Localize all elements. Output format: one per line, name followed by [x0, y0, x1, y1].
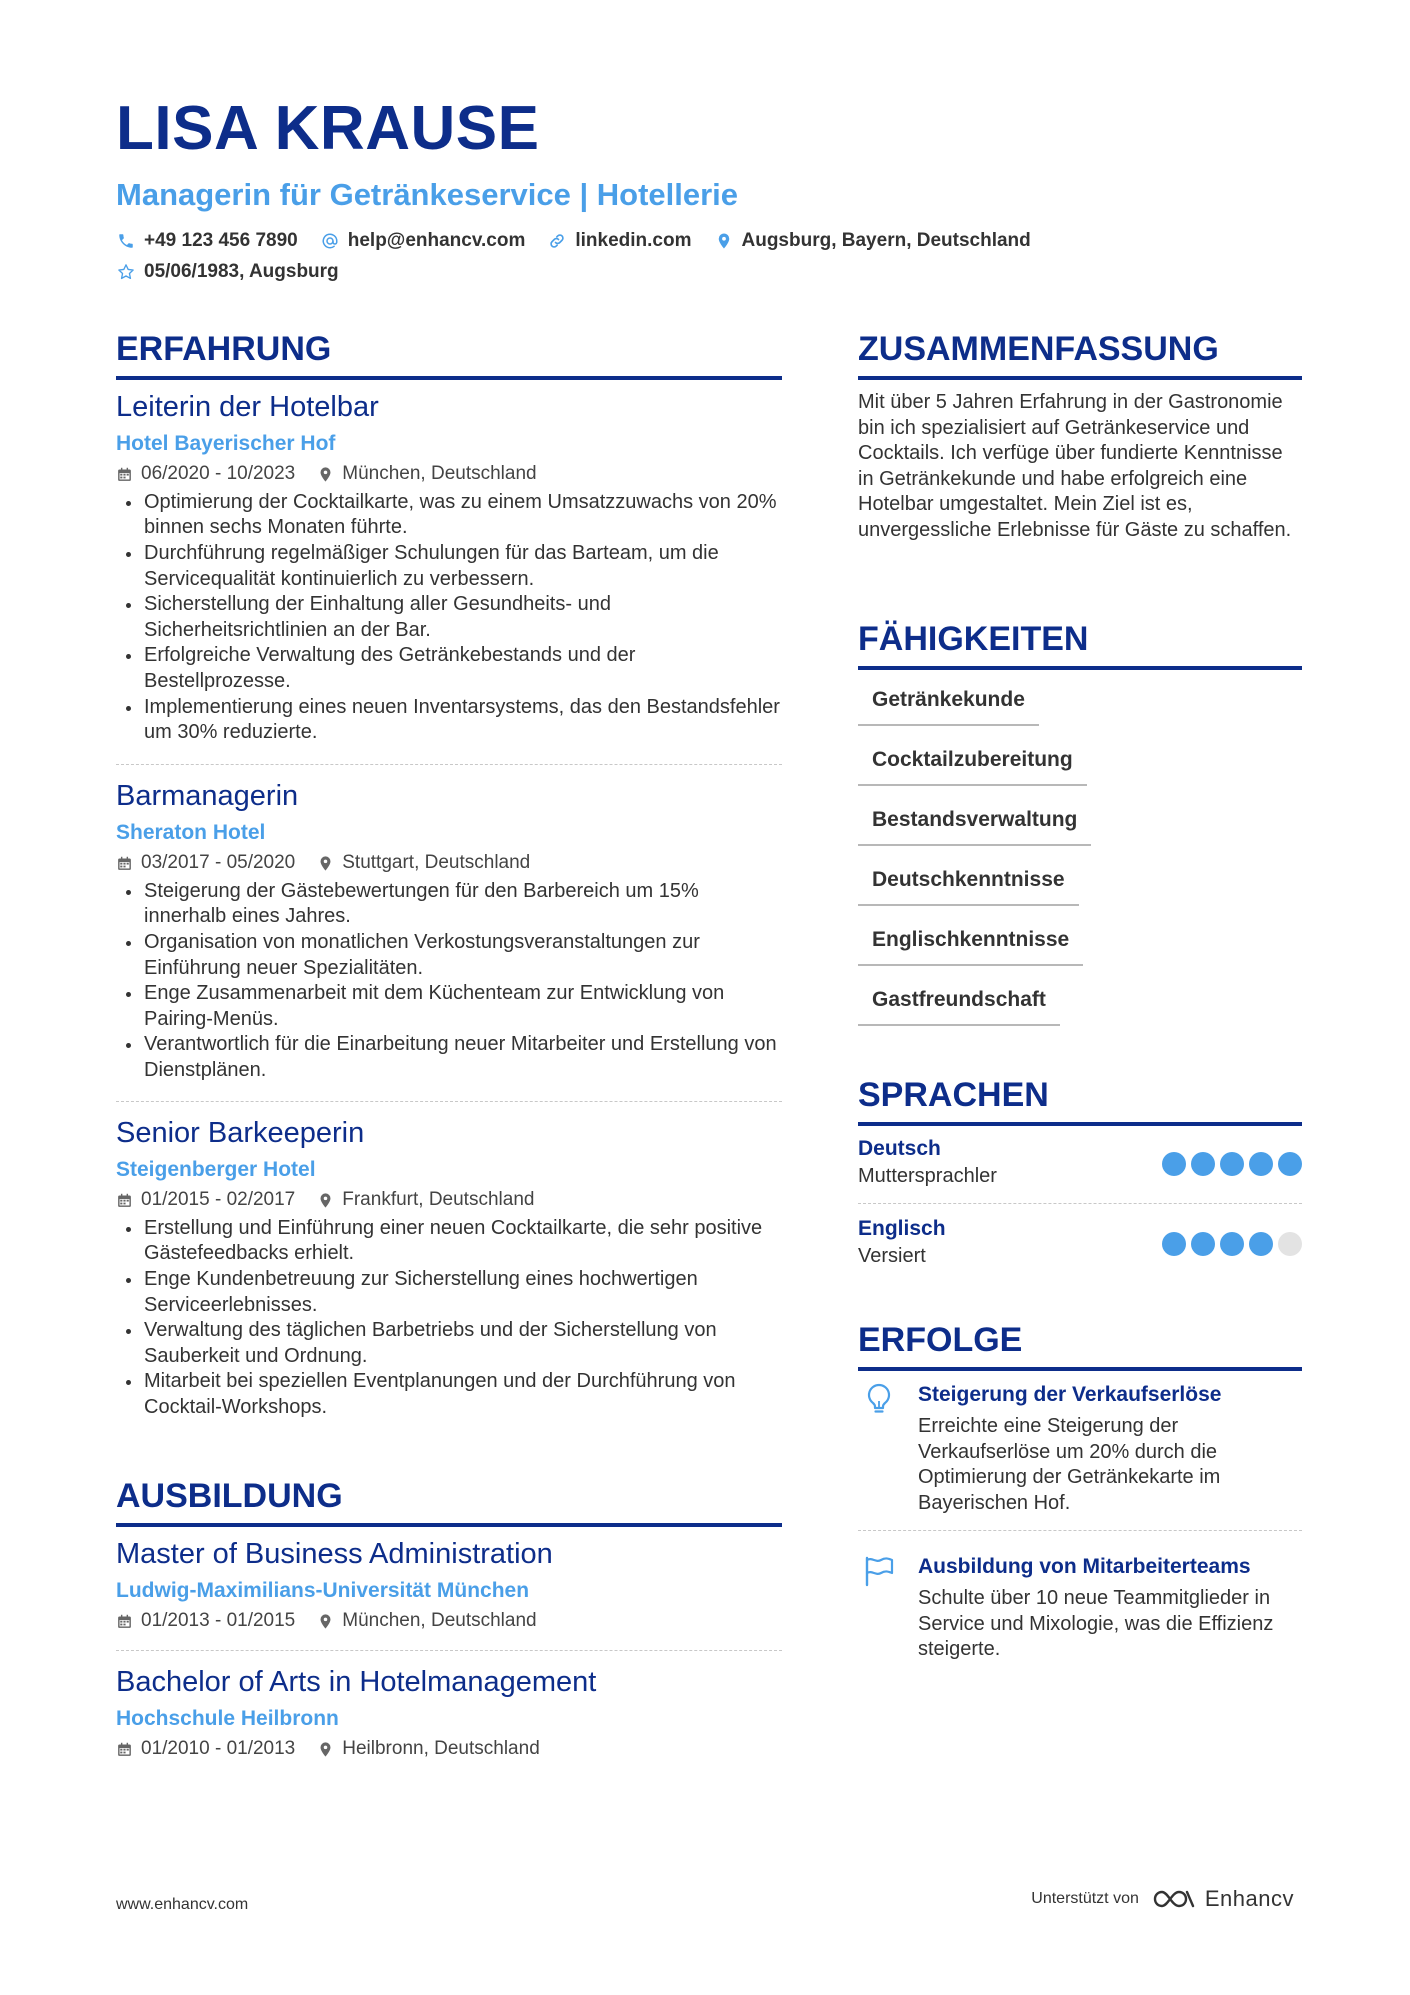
school-location	[317, 1738, 540, 1761]
languages-heading: SPRACHEN	[858, 1078, 1302, 1126]
linkedin-text: linkedin.com	[575, 230, 692, 251]
location-pin-icon	[317, 1613, 334, 1630]
brand-name: Enhancv	[1204, 1886, 1294, 1911]
location-text: München, Deutschland	[342, 462, 537, 484]
calendar-icon	[116, 1192, 133, 1209]
footer-branding	[1031, 1886, 1294, 1912]
bullet-item: Optimierung der Cocktailkarte, was zu einem Umsatzzuwachs von 20% binnen sechs Monaten führte.	[116, 490, 782, 541]
location-text: Heilbronn, Deutschland	[342, 1737, 540, 1759]
calendar-icon	[116, 855, 133, 872]
bullet-item: Enge Zusammenarbeit mit dem Küchenteam zur Entwicklung von Pairing-Menüs.	[116, 981, 782, 1032]
bullet-item: Verwaltung des täglichen Barbetriebs und der Sicherstellung von Sauberkeit und Ordnung.	[116, 1318, 782, 1369]
date-text: 01/2010 - 01/2013	[141, 1737, 296, 1759]
date-range	[116, 1610, 295, 1633]
contact-row-2	[116, 261, 361, 283]
skill-tag: Getränkekunde	[858, 688, 1039, 726]
date-range	[116, 1738, 295, 1761]
language-rating	[1157, 1232, 1302, 1256]
skill-tag: Cocktailzubereitung	[858, 748, 1087, 786]
date-text: 01/2013 - 01/2015	[141, 1609, 296, 1631]
rating-dot-filled	[1249, 1232, 1273, 1256]
summary-text: Mit über 5 Jahren Erfahrung in der Gastronomie bin ich spezialisiert auf Getränkeservice und Cocktails. Ich verfüge über fundierte Kenntnisse in Getränkekunde und habe erfolgreich eine Hotelbar umgestaltet. Mein Ziel ist es, unvergessliche Erlebnisse für Gäste zu schaffen.	[858, 391, 1292, 541]
footer-website[interactable]: www.enhancv.com	[116, 1896, 249, 1913]
bullet-item: Durchführung regelmäßiger Schulungen für das Barteam, um die Servicequalität kontinuierlich zu verbessern.	[116, 541, 782, 592]
achievement-text: Erreichte eine Steigerung der Verkaufserlöse um 20% durch die Optimierung der Getränkekarte im Bayerischen Hof.	[918, 1415, 1221, 1514]
star-icon	[116, 262, 136, 282]
job-meta	[116, 1189, 782, 1212]
link-icon	[547, 231, 567, 251]
achievement-bullets	[116, 879, 782, 1084]
bullet-item: Enge Kundenbetreuung zur Sicherstellung eines hochwertigen Serviceerlebnisses.	[116, 1267, 782, 1318]
calendar-icon	[116, 1613, 133, 1630]
contact-phone	[116, 230, 298, 252]
date-range	[116, 463, 295, 486]
candidate-name: LISA KRAUSE	[116, 94, 540, 163]
education-heading: AUSBILDUNG	[116, 1479, 782, 1527]
location-text: Stuttgart, Deutschland	[342, 851, 531, 873]
achievement-entry-2	[858, 1554, 1302, 1663]
location-text: München, Deutschland	[342, 1609, 537, 1631]
bullet-item: Organisation von monatlichen Verkostungsveranstaltungen zur Einführung neuer Spezialitäten.	[116, 930, 782, 981]
rating-dot-filled	[1249, 1152, 1273, 1176]
education-meta	[116, 1610, 782, 1633]
bullet-item: Mitarbeit bei speziellen Eventplanungen und der Durchführung von Cocktail-Workshops.	[116, 1369, 782, 1420]
phone-icon	[116, 231, 136, 251]
date-text: 03/2017 - 05/2020	[141, 851, 296, 873]
lightbulb-icon	[862, 1382, 896, 1416]
rating-dot-filled	[1162, 1152, 1186, 1176]
candidate-role: Managerin für Getränkeservice | Hotellerie	[116, 177, 739, 212]
enhancv-logo-icon	[1151, 1887, 1197, 1911]
language-rating	[1157, 1152, 1302, 1176]
rating-dot-filled	[1278, 1152, 1302, 1176]
achievement-title: Ausbildung von Mitarbeiterteams	[918, 1555, 1251, 1578]
school-name: Ludwig-Maximilians-Universität München	[116, 1578, 530, 1602]
language-entry-2	[858, 1216, 1302, 1268]
date-range	[116, 1189, 295, 1212]
date-text: 01/2015 - 02/2017	[141, 1188, 296, 1210]
bullet-item: Erfolgreiche Verwaltung des Getränkebestands und der Bestellprozesse.	[116, 643, 782, 694]
skill-tag: Englischkenntnisse	[858, 928, 1083, 966]
language-level: Versiert	[858, 1245, 926, 1268]
at-icon	[320, 231, 340, 251]
achievement-bullets	[116, 1216, 782, 1421]
skill-tag: Bestandsverwaltung	[858, 808, 1091, 846]
rating-dot-filled	[1220, 1152, 1244, 1176]
company-name: Hotel Bayerischer Hof	[116, 431, 336, 455]
achievement-title: Steigerung der Verkaufserlöse	[918, 1383, 1222, 1406]
date-text: 06/2020 - 10/2023	[141, 462, 296, 484]
rating-dot-empty	[1278, 1232, 1302, 1256]
bullet-item: Verantwortlich für die Einarbeitung neuer Mitarbeiter und Erstellung von Dienstplänen.	[116, 1032, 782, 1083]
summary-heading: ZUSAMMENFASSUNG	[858, 332, 1302, 380]
job-title: Senior Barkeeperin	[116, 1117, 365, 1149]
bullet-item: Sicherstellung der Einhaltung aller Gesundheits- und Sicherheitsrichtlinien an der Bar.	[116, 592, 782, 643]
experience-entry-1	[116, 390, 782, 765]
language-entry-1	[858, 1136, 1302, 1204]
location-pin-icon	[317, 1741, 334, 1758]
company-name: Steigenberger Hotel	[116, 1157, 316, 1181]
location-pin-icon	[317, 855, 334, 872]
achievement-bullets	[116, 490, 782, 746]
job-meta	[116, 852, 782, 875]
education-entry-2	[116, 1665, 782, 1761]
rating-dot-filled	[1191, 1152, 1215, 1176]
experience-heading: ERFAHRUNG	[116, 332, 782, 380]
contact-row	[116, 230, 1053, 252]
location-pin-icon	[317, 1192, 334, 1209]
location-text: Frankfurt, Deutschland	[342, 1188, 535, 1210]
achievement-text: Schulte über 10 neue Teammitglieder in Service und Mixologie, was die Effizienz steigerte.	[918, 1587, 1274, 1661]
calendar-icon	[116, 1741, 133, 1758]
contact-birth	[116, 261, 339, 283]
phone-text: +49 123 456 7890	[144, 230, 298, 251]
bullet-item: Erstellung und Einführung einer neuen Cocktailkarte, die sehr positive Gästefeedbacks erhielt.	[116, 1216, 782, 1267]
job-title: Leiterin der Hotelbar	[116, 391, 379, 423]
rating-dot-filled	[1162, 1232, 1186, 1256]
language-level: Muttersprachler	[858, 1165, 997, 1188]
location-pin-icon	[317, 466, 334, 483]
job-location	[317, 463, 536, 486]
contact-email[interactable]	[320, 230, 526, 252]
education-meta	[116, 1738, 782, 1761]
job-location	[317, 852, 530, 875]
language-name: Deutsch	[858, 1137, 941, 1160]
company-name: Sheraton Hotel	[116, 820, 266, 844]
job-title: Barmanagerin	[116, 780, 299, 812]
experience-entry-3	[116, 1116, 782, 1421]
skill-tag: Deutschkenntnisse	[858, 868, 1079, 906]
language-name: Englisch	[858, 1217, 946, 1240]
degree-title: Master of Business Administration	[116, 1538, 553, 1570]
bullet-item: Implementierung eines neuen Inventarsystems, das den Bestandsfehler um 30% reduzierte.	[116, 695, 782, 746]
skills-heading: FÄHIGKEITEN	[858, 622, 1302, 670]
skill-tag: Gastfreundschaft	[858, 988, 1060, 1026]
achievements-heading: ERFOLGE	[858, 1323, 1302, 1371]
job-meta	[116, 463, 782, 486]
experience-entry-2	[116, 779, 782, 1102]
achievement-entry-1	[858, 1382, 1302, 1531]
powered-by-text: Unterstützt von	[1031, 1890, 1139, 1907]
degree-title: Bachelor of Arts in Hotelmanagement	[116, 1666, 597, 1698]
education-entry-1	[116, 1537, 782, 1651]
date-range	[116, 852, 295, 875]
school-name: Hochschule Heilbronn	[116, 1706, 339, 1730]
location-pin-icon	[714, 231, 734, 251]
location-text: Augsburg, Bayern, Deutschland	[741, 230, 1031, 251]
bullet-item: Steigerung der Gästebewertungen für den Barbereich um 15% innerhalb eines Jahres.	[116, 879, 782, 930]
birth-text: 05/06/1983, Augsburg	[144, 261, 339, 282]
school-location	[317, 1610, 536, 1633]
email-text: help@enhancv.com	[347, 230, 526, 251]
rating-dot-filled	[1191, 1232, 1215, 1256]
rating-dot-filled	[1220, 1232, 1244, 1256]
calendar-icon	[116, 466, 133, 483]
contact-location	[714, 230, 1031, 252]
flag-icon	[862, 1554, 896, 1588]
job-location	[317, 1189, 534, 1212]
contact-linkedin[interactable]	[547, 230, 691, 252]
